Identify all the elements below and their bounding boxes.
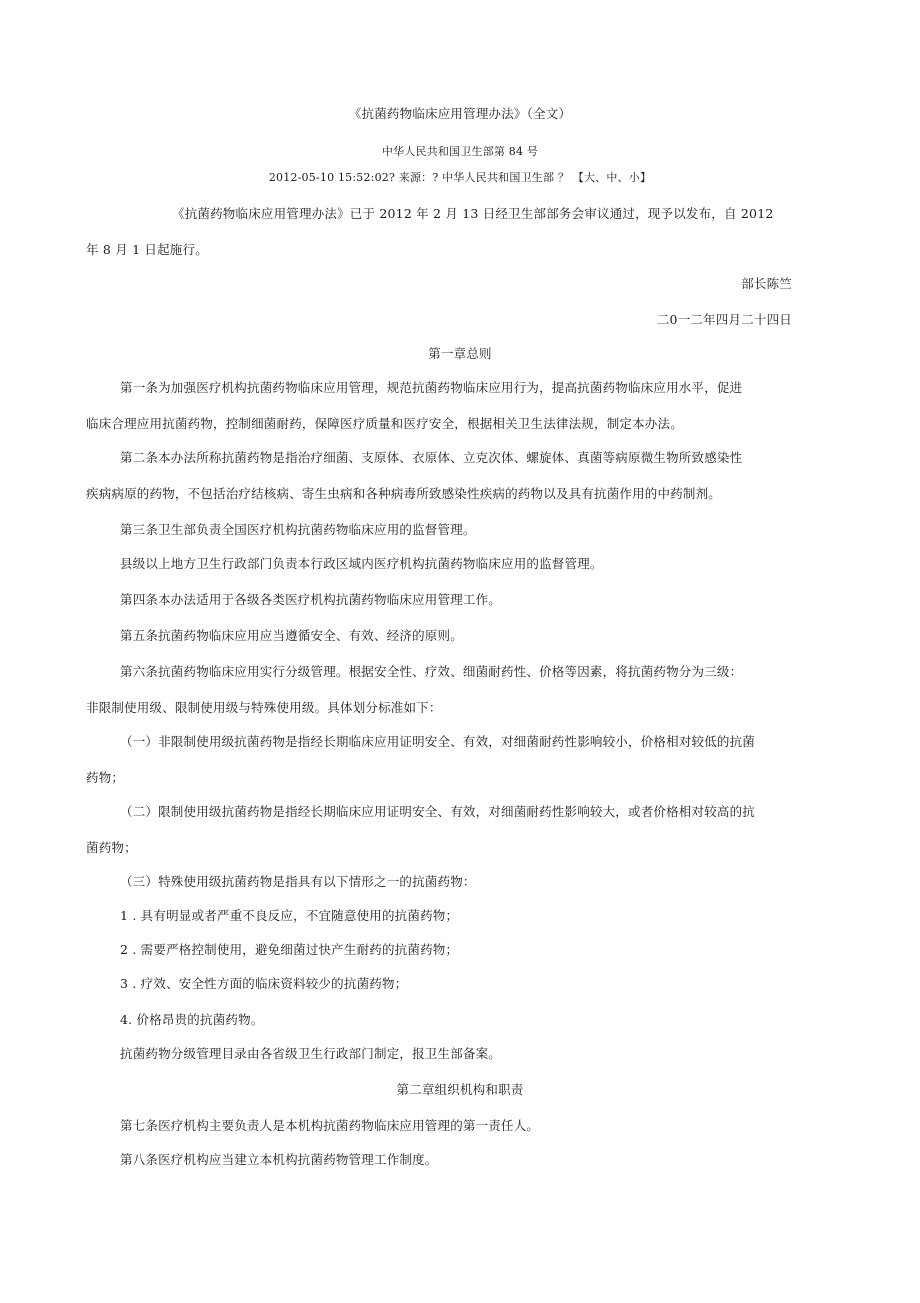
document-title: 《抗菌药物临床应用管理办法》（全文）	[348, 106, 572, 121]
article-1-line-2: 临床合理应用抗菌药物，控制细菌耐药，保障医疗质量和医疗安全，根据相关卫生法律法规，制定本办法。	[86, 416, 683, 431]
article-4: 第四条本办法适用于各级各类医疗机构抗菌药物临床应用管理工作。	[120, 592, 502, 607]
item-2-line-1: （二）限制使用级抗菌药物是指经长期临床应用证明安全、有效，对细菌耐药性影响较大，或者价格相对较高的抗	[120, 804, 756, 819]
sub-item-2: 2 . 需要严格控制使用，避免细菌过快产生耐药的抗菌药物；	[120, 942, 459, 957]
sub-item-4: 4. 价格昂贵的抗菌药物。	[120, 1012, 264, 1027]
item-2-line-2: 菌药物；	[86, 840, 137, 855]
sub-item-3: 3 . 疗效、安全性方面的临床资料较少的抗菌药物；	[120, 976, 408, 991]
article-3-line-1: 第三条卫生部负责全国医疗机构抗菌药物临床应用的监督管理。	[120, 522, 476, 537]
item-1-line-1: （一）非限制使用级抗菌药物是指经长期临床应用证明安全、有效，对细菌耐药性影响较小，价格相对较低的抗菌	[120, 734, 756, 749]
article-6-line-2: 非限制使用级、限制使用级与特殊使用级。具体划分标准如下：	[86, 700, 442, 715]
sub-item-1: 1 . 具有明显或者严重不良反应，不宜随意使用的抗菌药物；	[120, 908, 459, 923]
article-7: 第七条医疗机构主要负责人是本机构抗菌药物临床应用管理的第一责任人。	[120, 1118, 540, 1133]
preamble-line-2: 年 8 月 1 日起施行。	[86, 242, 208, 257]
chapter-2-heading: 第二章组织机构和职责	[396, 1082, 524, 1097]
item-3: （三）特殊使用级抗菌药物是指具有以下情形之一的抗菌药物：	[120, 874, 476, 889]
publish-meta: 2012-05-10 15:52:02? 来源：? 中华人民共和国卫生部 ？ 【大、中、小】	[268, 171, 652, 184]
article-2-line-2: 疾病病原的药物，不包括治疗结核病、寄生虫病和各种病毒所致感染性疾病的药物以及具有抗菌作用的中药制剂。	[86, 486, 722, 501]
item-1-line-2: 药物；	[86, 770, 125, 785]
signature: 部长陈竺	[741, 276, 792, 291]
article-5: 第五条抗菌药物临床应用应当遵循安全、有效、经济的原则。	[120, 628, 463, 643]
catalog-note: 抗菌药物分级管理目录由各省级卫生行政部门制定，报卫生部备案。	[120, 1046, 502, 1061]
preamble-line-1: 《抗菌药物临床应用管理办法》已于 2012 年 2 月 13 日经卫生部部务会审议通过，现予以发布，自 2012	[172, 206, 774, 221]
article-8: 第八条医疗机构应当建立本机构抗菌药物管理工作制度。	[120, 1152, 438, 1167]
article-2-line-1: 第二条本办法所称抗菌药物是指治疗细菌、支原体、衣原体、立克次体、螺旋体、真菌等病原微生物所致感染性	[120, 450, 743, 465]
article-6-line-1: 第六条抗菌药物临床应用实行分级管理。根据安全性、疗效、细菌耐药性、价格等因素，将抗菌药物分为三级：	[120, 664, 743, 679]
article-3-line-2: 县级以上地方卫生行政部门负责本行政区域内医疗机构抗菌药物临床应用的监督管理。	[120, 556, 603, 571]
sign-date: 二0一二年四月二十四日	[656, 312, 792, 327]
chapter-1-heading: 第一章总则	[428, 346, 492, 361]
decree-number: 中华人民共和国卫生部第 84 号	[381, 145, 539, 158]
article-1-line-1: 第一条为加强医疗机构抗菌药物临床应用管理，规范抗菌药物临床应用行为，提高抗菌药物临床应用水平，促进	[120, 380, 743, 395]
